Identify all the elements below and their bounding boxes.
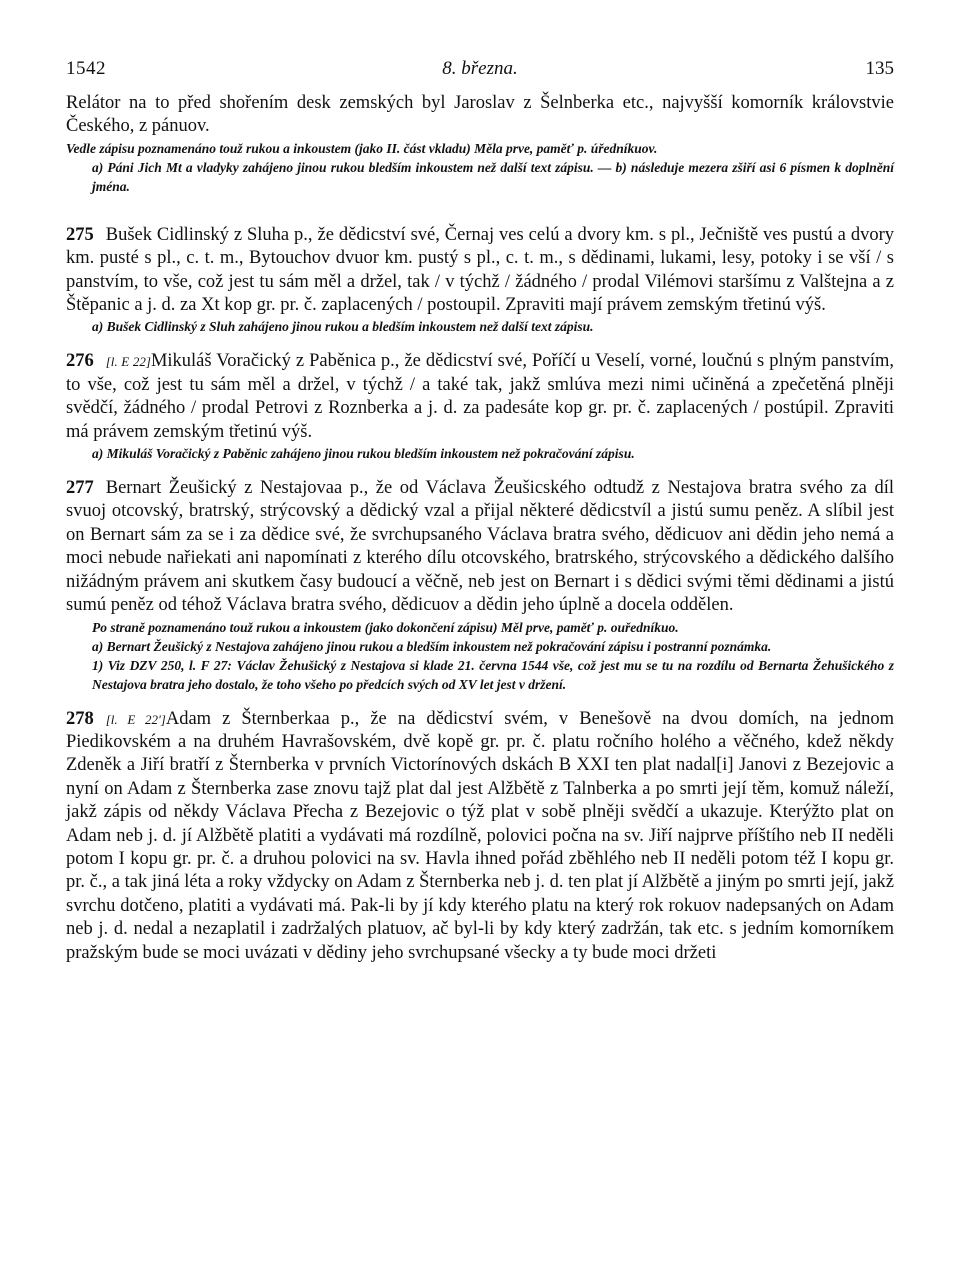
header-year: 1542	[66, 58, 106, 79]
intro-note-marginal: Vedle zápisu poznamenáno touž rukou a inkoustem (jako II. část vkladu) Měla prve, paměť p. úředníkuov.	[66, 140, 658, 156]
document-page	[66, 58, 894, 965]
intro-note-footnote: a) Páni Jich Mt a vladyky zahájeno jinou rukou bledším inkoustem než další text zápisu. — b) následuje mezera zšiří asi 6 písmen k doplnění jména.	[92, 159, 894, 194]
entry-277	[66, 477, 894, 693]
entry-number: 276	[66, 351, 94, 372]
entry-275	[66, 224, 894, 337]
entry-note-marginal: Po straně poznamenáno touž rukou a inkoustem (jako dokončení zápisu) Měl prve, paměť p. ouředníkuo.	[92, 619, 679, 635]
entry-note: a) Bernart Žeušický z Nestajova zahájeno jinou rukou a bledším inkoustem než pokračování zápisu i postranní poznámka.	[92, 638, 772, 654]
page-number: 135	[865, 58, 894, 79]
entry-text: Bernart Žeušický z Nestajovaa p., že od Václava Žeušicského odtudž z Nestajova bratra svého za díl svuoj otcovský, bratrský, strýcovský a dědický vzal a přijal některé dědicstvíl a jistú sumu peněz. A slíbil jest on Bernart sám za se i za dědice své, že svrchupsaného Václava bratra svého, dědicuov ani dědin jeho nemá a moci nebude nařiekati ani napomínati z kterého dílu otcovského, bratrského, strýcovského a dědického dalšího nižádným právem ani skutkem časy budoucí a věčně, neb jest on Bernart i s dědici svými těmi dědinami a jistú sumú peněz od téhož Václava bratra svého, dědicuov a dědin jeho úplně a docela oddělen.	[66, 478, 894, 616]
entry-text: Adam z Šternberkaa p., že na dědicství svém, v Benešově na dvou domích, na jednom Piedikovském a na druhém Havrašovském, dvě kopě gr. pr. č. platu ročního holého a věčného, kdež někdy Zdeněk a Jiří bratří z Šternberka v prvních Victorínových dskách B XXI ten plat nadal[i] Janovi z Bezejovic a nyní on Adam z Šternberka zase znovu tajž plat dal jest Alžbětě z Talnberka a po smrti její těm, komuž náleží, jakž zápis od někdy Václava Přecha z Bezejovic o týž plat v sobě plněji svědčí a ukazuje. Kterýžto plat on Adam neb j. d. jí Alžbětě platiti a vydávati má rozdílně, polovici počna na sv. Jiří najprve příštího neb II neděli potom I kopu gr. pr. č. a druhou polovici na sv. Havla ihned pořád zběhlého neb II neděli potom též I kopu gr. pr. č., a tak jiná léta a roky vždycky on Adam z Šternberka neb j. d. ten plat jí Alžbětě a jiným po smrti její, jakž svrchu dotčeno, platiti a vydávati má. Pak-li by jí kdy kterého platu na který rok rokuov nadepsaných on Adam neb j. d. nedal a nezaplatil i zadržalých platuov, ač byl-li by kdy který zadržán, tak etc. s jedním komorníkem pražským bude se moci uvázati v dědiny jeho svrchupsané všecky a ty bude moci držeti	[66, 708, 894, 963]
entry-text: Mikuláš Voračický z Paběnica p., že dědicství své, Poříčí u Veselí, vorné, loučnú s plným panstvím, to vše, což jest tu sám měl a držel, v týchž / a také tak, jakž smlúva mezi nimi učiněná a zpečetěná plněji svědčí, žádného / prodal Petrovi z Roznberka a j. d. za padesáte kop gr. pr. č. zaplacených / postúpil. Zpraviti má právem zemským třetinú výš.	[66, 351, 894, 442]
entry-ref: [l. E 22]	[105, 354, 151, 370]
entry-278	[66, 708, 894, 965]
entry-number: 278	[66, 708, 94, 729]
entry-text: Bušek Cidlinský z Sluha p., že dědicství své, Černaj ves celú a dvory km. s pl., Ječniště ves pustú a dvory km. pusté s pl., c. t. m., Bytouchov dvuor km. pustý s pl., c. t. m., s dědinami, lukami, lesy, potoky i se vší / s panstvím, to vše, což jest tu sám měl a držel, tak / v týchž / žádného / prodal Vilémovi staršímu z Valštejna a z Štěpanic a j. d. za Xt kop gr. pr. č. zaplacených / postoupil. Zpraviti mají právem zemským třetinú výš.	[66, 224, 894, 316]
header-date: 8. března.	[442, 58, 518, 79]
running-header	[66, 58, 894, 92]
entry-276	[66, 350, 894, 463]
entry-note: a) Mikuláš Voračický z Paběnic zahájeno jinou rukou bledším inkoustem než pokračování zápisu.	[92, 446, 635, 462]
entry-number: 277	[66, 478, 94, 499]
intro-paragraph: Relátor na to před shořením desk zemských byl Jaroslav z Šelnberka etc., najvyšší komorník královstvie Českého, z pánuov.	[66, 93, 894, 137]
entry-footnote: 1) Viz DZV 250, l. F 27: Václav Žehušický z Nestajova si klade 21. června 1544 vše, což jest mu se tu na rozdílu od Bernarta Žehušického z Nestajova bratra jeho dostalo, že toho všeho po předcích svých od XV let jest v držení.	[92, 657, 894, 692]
entry-note: a) Bušek Cidlinský z Sluh zahájeno jinou rukou a bledším inkoustem než další text zápisu.	[92, 319, 594, 335]
entry-number: 275	[66, 224, 94, 245]
entry-ref: [l. E 22']	[105, 711, 166, 727]
